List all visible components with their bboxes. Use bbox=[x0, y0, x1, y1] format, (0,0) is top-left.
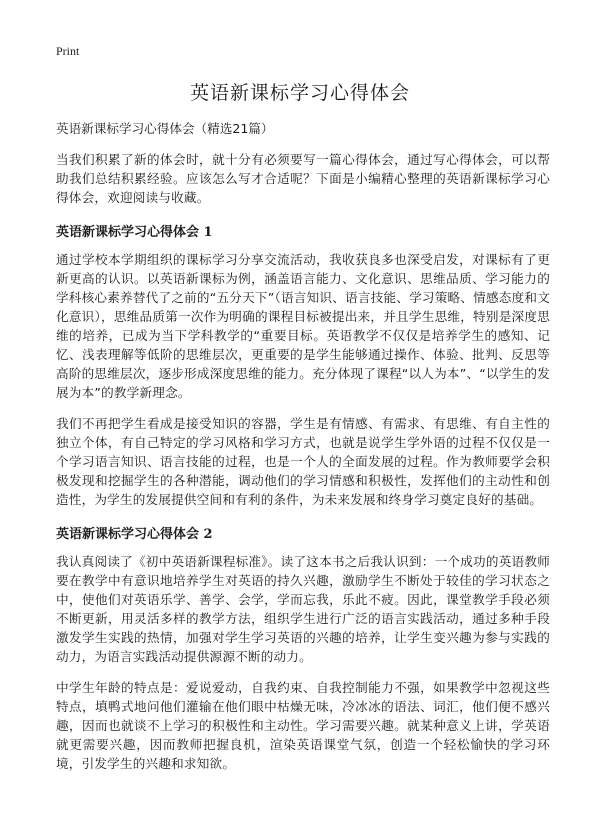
article-body bbox=[56, 120, 550, 785]
section-1-paragraph-1: 通过学校本学期组织的课标学习分享交流活动，我收获良多也深受启发，对课标有了更新更高的认识。以英语新课标为例，涵盖语言能力、文化意识、思维品质、学习能力的学科核心素养替代了之前的“五分天下”（语言知识、语言技能、学习策略、情感态度和文化意识），思维品质第一次作为明确的课程目标被提出来，并且学生思维，特别是深度思维的培养，已成为当下学科教学的“重要目标。英语教学不仅仅是培养学生的感知、记忆、浅表理解等低阶的思维层次，更重要的是学生能够通过操作、体验、批判、反思等高阶的思维层次，逐步形成深度思维的能力。充分体现了课程“以人为本”、“以学生的发展为本”的教学新理念。 bbox=[56, 252, 550, 400]
section-2-paragraph-1: 我认真阅读了《初中英语新课程标准》。读了这本书之后我认识到：一个成功的英语教师要在教学中有意识地培养学生对英语的持久兴趣，激励学生不断处于较佳的学习状态之中，使他们对英语乐学、善学、会学，学而忘我，乐此不疲。因此，课堂教学手段必须不断更新，用灵活多样的教学方法，组织学生进行广泛的语言实践活动，通过多种手段激发学生实践的热情，加强对学生学习英语的兴趣的培养，让学生变兴趣为参与实践的动力，为语言实践活动提供源源不断的动力。 bbox=[56, 554, 550, 664]
section-1-heading: 英语新课标学习心得体会 1 bbox=[56, 225, 213, 240]
intro-paragraph: 当我们积累了新的体会时，就十分有必须要写一篇心得体会，通过写心得体会，可以帮助我们总结积累经验。应该怎么写才合适呢？下面是小编精心整理的英语新课标学习心得体会，欢迎阅读与收藏。 bbox=[56, 152, 550, 205]
section-1-paragraph-2: 我们不再把学生看成是接受知识的容器，学生是有情感、有需求、有思维、有自主性的独立个体，有自己特定的学习风格和学习方式，也就是说学生学外语的过程不仅仅是一个学习语言知识、语言技能的过程，也是一个人的全面发展的过程。作为教师要学会积极发现和挖掘学生的各种潜能，调动他们的学习情感和积极性，发挥他们的主动性和创造性，为学生的发展提供空间和有利的条件，为未来发展和终身学习奠定良好的基础。 bbox=[56, 416, 550, 507]
article-subtitle: 英语新课标学习心得体会（精选21篇） bbox=[56, 121, 274, 136]
section-2-paragraph-2: 中学生年龄的特点是：爱说爱动，自我约束、自我控制能力不强，如果教学中忽视这些特点，填鸭式地问他们灌输在他们眼中枯燥无味，冷冰冰的语法、词汇，他们便不感兴趣，因而也就谈不上学习的积极性和主动性。学习需要兴趣。就某种意义上讲，学英语就更需要兴趣，因而教师把握良机，渲染英语课堂气氛，创造一个轻松愉快的学习环境，引发学生的兴趣和求知欲。 bbox=[56, 680, 550, 771]
print-link[interactable]: Print bbox=[56, 44, 80, 58]
page-title: 英语新课标学习心得体会 bbox=[189, 82, 410, 104]
section-2-heading: 英语新课标学习心得体会 2 bbox=[56, 527, 213, 542]
